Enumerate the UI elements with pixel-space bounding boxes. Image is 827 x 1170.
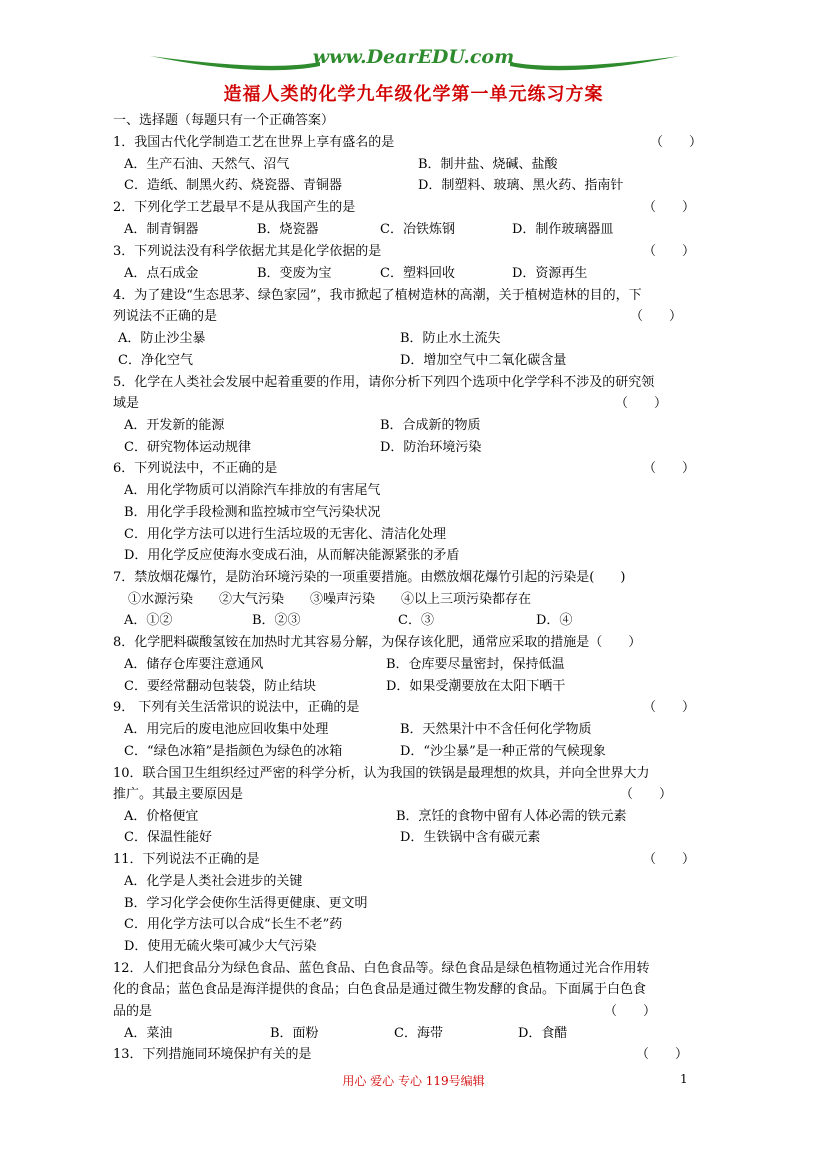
question-9-option-a: A．用完后的废电池应回收集中处理 xyxy=(124,722,329,737)
question-12-option-b: B．面粉 xyxy=(270,1026,319,1041)
question-1-option-b: B．制井盐、烧碱、盐酸 xyxy=(418,157,558,172)
question-7-stem: 7．禁放烟花爆竹，是防治环境污染的一项重要措施。由燃放烟花爆竹引起的污染是( ) xyxy=(113,570,626,585)
question-2-option-d: D．制作玻璃器皿 xyxy=(512,222,614,237)
question-5-stem-line-2: 域是 xyxy=(113,396,140,411)
question-10-option-b: B．烹饪的食物中留有人体必需的铁元素 xyxy=(396,809,627,824)
question-11-stem: 11．下列说法不正确的是 xyxy=(113,852,260,867)
question-5-option-d: D．防治环境污染 xyxy=(380,440,482,455)
section-heading: 一、选择题（每题只有一个正确答案） xyxy=(113,113,335,128)
question-4-stem-line-1: 4．为了建设“生态思茅、绿色家园”，我市掀起了植树造林的高潮，关于植树造林的目的，下 xyxy=(113,288,642,303)
question-10-option-a: A．价格便宜 xyxy=(124,809,199,824)
question-12-stem-line-3: 品的是 xyxy=(113,1004,153,1019)
question-8-option-b: B．仓库要尽量密封，保持低温 xyxy=(386,657,565,672)
question-1-option-d: D．制塑料、玻璃、黑火药、指南针 xyxy=(418,178,624,193)
question-1-option-a: A．生产石油、天然气、沼气 xyxy=(124,157,290,172)
question-9-option-b: B．天然果汁中不含任何化学物质 xyxy=(400,722,592,737)
question-11-answer-blank: （ ） xyxy=(643,852,696,867)
question-10-option-d: D．生铁锅中含有碳元素 xyxy=(400,830,541,845)
question-5-answer-blank: （ ） xyxy=(615,396,668,411)
question-2-stem: 2．下列化学工艺最早不是从我国产生的是 xyxy=(113,200,356,215)
question-11-option-c: C．用化学方法可以合成“长生不老”药 xyxy=(124,917,343,932)
question-11-option-b: B．学习化学会使你生活得更健康、更文明 xyxy=(124,896,368,911)
question-3-answer-blank: （ ） xyxy=(643,244,696,259)
question-4-option-a: A．防止沙尘暴 xyxy=(118,331,206,346)
question-10-option-c: C．保温性能好 xyxy=(124,830,212,845)
question-12-option-c: C．海带 xyxy=(394,1026,443,1041)
question-9-option-c: C．“绿色冰箱”是指颜色为绿色的冰箱 xyxy=(124,744,343,759)
question-13-answer-blank: （ ） xyxy=(636,1047,689,1062)
question-7-items: ①水源污染 ②大气污染 ③噪声污染 ④以上三项污染都存在 xyxy=(128,592,532,607)
question-4-stem-line-2: 列说法不正确的是 xyxy=(113,309,218,324)
question-2-option-b: B．烧瓷器 xyxy=(257,222,319,237)
question-8-option-c: C．要经常翻动包装袋，防止结块 xyxy=(124,679,316,694)
question-4-option-d: D．增加空气中二氧化碳含量 xyxy=(400,353,567,368)
question-3-option-a: A．点石成金 xyxy=(124,266,199,281)
question-5-option-b: B．合成新的物质 xyxy=(380,418,481,433)
question-10-stem-line-2: 推广。其最主要原因是 xyxy=(113,787,244,802)
question-5-option-a: A．开发新的能源 xyxy=(124,418,225,433)
question-6-option-d: D．用化学反应使海水变成石油，从而解决能源紧张的矛盾 xyxy=(124,548,460,563)
question-9-answer-blank: （ ） xyxy=(643,700,696,715)
question-5-stem-line-1: 5．化学在人类社会发展中起着重要的作用，请你分析下列四个选项中化学学科不涉及的研究领 xyxy=(113,375,655,390)
question-10-answer-blank: （ ） xyxy=(620,787,673,802)
question-7-option-b: B．②③ xyxy=(252,613,301,628)
question-1-answer-blank: （ ） xyxy=(650,135,703,150)
question-6-option-a: A．用化学物质可以消除汽车排放的有害尾气 xyxy=(124,483,381,498)
question-4-answer-blank: （ ） xyxy=(630,309,683,324)
question-6-option-b: B．用化学手段检测和监控城市空气污染状况 xyxy=(124,505,381,520)
question-2-option-c: C．冶铁炼钢 xyxy=(380,222,455,237)
question-13-stem: 13．下列措施同环境保护有关的是 xyxy=(113,1047,312,1062)
question-10-stem-line-1: 10．联合国卫生组织经过严密的科学分析，认为我国的铁锅是最理想的炊具，并向全世界大力 xyxy=(113,766,650,781)
site-brand: www.DearEDU.com xyxy=(312,46,515,68)
question-6-option-c: C．用化学方法可以进行生活垃圾的无害化、清洁化处理 xyxy=(124,527,446,542)
question-1-stem: 1．我国古代化学制造工艺在世界上享有盛名的是 xyxy=(113,135,395,150)
question-8-stem: 8．化学肥料碳酸氢铵在加热时尤其容易分解，为保存该化肥，通常应采取的措施是（ ） xyxy=(113,635,642,650)
question-4-option-b: B．防止水土流失 xyxy=(400,331,501,346)
question-8-option-d: D．如果受潮要放在太阳下晒干 xyxy=(386,679,566,694)
page-number: 1 xyxy=(680,1072,688,1086)
question-12-stem-line-2: 化的食品；蓝色食品是海洋提供的食品；白色食品是通过微生物发酵的食品。下面属于白色食 xyxy=(113,982,647,997)
question-6-answer-blank: （ ） xyxy=(643,461,696,476)
page-title: 造福人类的化学九年级化学第一单元练习方案 xyxy=(223,84,604,105)
question-3-stem: 3．下列说法没有科学依据尤其是化学依据的是 xyxy=(113,244,382,259)
question-7-option-d: D．④ xyxy=(536,613,573,628)
question-1-option-c: C．造纸、制黑火药、烧瓷器、青铜器 xyxy=(124,178,342,193)
question-12-stem-line-1: 12．人们把食品分为绿色食品、蓝色食品、白色食品等。绿色食品是绿色植物通过光合作用转 xyxy=(113,961,650,976)
question-3-option-c: C．塑料回收 xyxy=(380,266,455,281)
question-7-option-c: C．③ xyxy=(398,613,434,628)
question-9-option-d: D．“沙尘暴”是一种正常的气候现象 xyxy=(400,744,606,759)
question-11-option-a: A．化学是人类社会进步的关键 xyxy=(124,874,303,889)
question-12-answer-blank: （ ） xyxy=(604,1004,657,1019)
question-4-option-c: C．净化空气 xyxy=(118,353,193,368)
question-9-stem: 9． 下列有关生活常识的说法中，正确的是 xyxy=(113,700,360,715)
question-3-option-b: B．变废为宝 xyxy=(257,266,332,281)
question-12-option-a: A．菜油 xyxy=(124,1026,173,1041)
question-12-option-d: D．食醋 xyxy=(518,1026,568,1041)
question-11-option-d: D．使用无硫火柴可减少大气污染 xyxy=(124,939,317,954)
question-6-stem: 6．下列说法中，不正确的是 xyxy=(113,461,278,476)
question-3-option-d: D．资源再生 xyxy=(512,266,588,281)
question-5-option-c: C．研究物体运动规律 xyxy=(124,440,251,455)
question-2-answer-blank: （ ） xyxy=(643,200,696,215)
question-2-option-a: A．制青铜器 xyxy=(124,222,199,237)
question-7-option-a: A．①② xyxy=(124,613,173,628)
question-8-option-a: A．储存仓库要注意通风 xyxy=(124,657,264,672)
footer-text: 用心 爱心 专心 119号编辑 xyxy=(342,1074,485,1088)
